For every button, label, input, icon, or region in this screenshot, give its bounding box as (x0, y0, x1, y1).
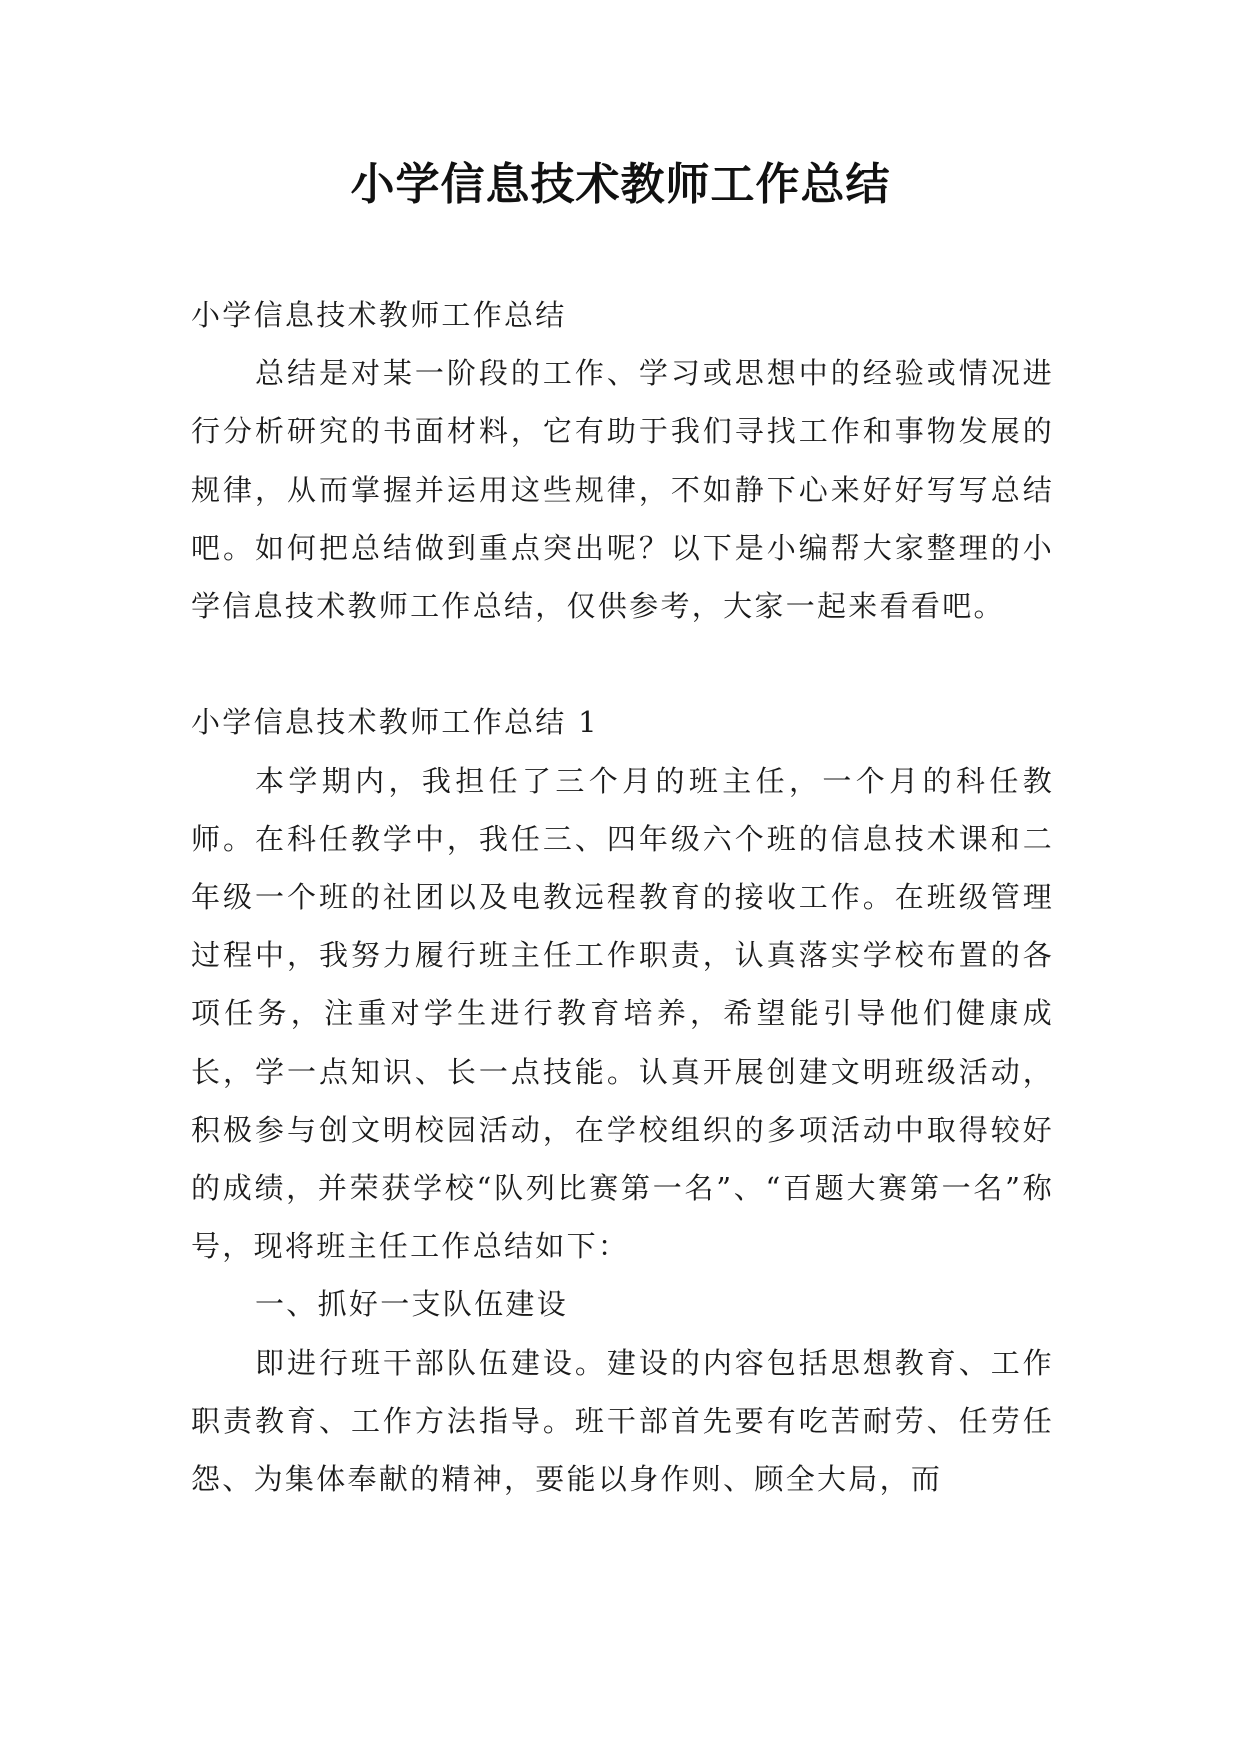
intro-paragraph: 总结是对某一阶段的工作、学习或思想中的经验或情况进行分析研究的书面材料，它有助于我们寻找工作和事物发展的规律，从而掌握并运用这些规律，不如静下心来好好写写总结吧。如何把总结做到重点突出呢？以下是小编帮大家整理的小学信息技术教师工作总结，仅供参考，大家一起来看看吧。 (191, 356, 1054, 624)
document-body (191, 286, 1054, 1508)
document-title: 小学信息技术教师工作总结 (350, 159, 891, 210)
body-paragraph: 即进行班干部队伍建设。建设的内容包括思想教育、工作职责教育、工作方法指导。班干部首先要有吃苦耐劳、任劳任怨、为集体奉献的精神，要能以身作则、顾全大局，而 (191, 1345, 1054, 1497)
list-heading: 一、抓好一支队伍建设 (255, 1287, 569, 1322)
document-subtitle: 小学信息技术教师工作总结 (191, 298, 567, 332)
section-heading: 小学信息技术教师工作总结 1 (191, 705, 599, 740)
body-paragraph: 本学期内，我担任了三个月的班主任，一个月的科任教师。在科任教学中，我任三、四年级六个班的信息技术课和二年级一个班的社团以及电教远程教育的接收工作。在班级管理过程中，我努力履行班主任工作职责，认真落实学校布置的各项任务，注重对学生进行教育培养，希望能引导他们健康成长，学一点知识、长一点技能。认真开展创建文明班级活动，积极参与创文明校园活动，在学校组织的多项活动中取得较好的成绩，并荣获学校“队列比赛第一名”、“百题大赛第一名”称号，现将班主任工作总结如下： (191, 763, 1054, 1264)
